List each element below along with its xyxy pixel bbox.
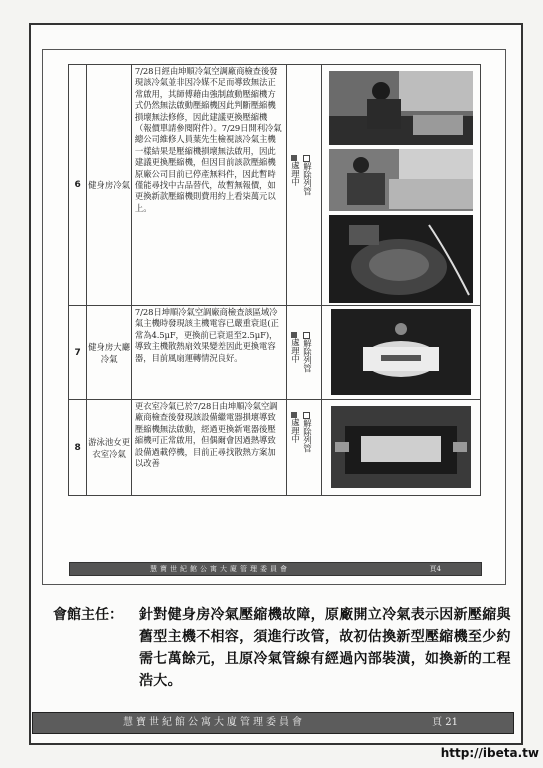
repair-log-table	[68, 64, 481, 496]
row-location: 健身房冷氣	[87, 65, 132, 306]
row-number: 6	[69, 65, 87, 306]
page-footer	[32, 712, 514, 734]
unchecked-box-icon	[303, 332, 310, 339]
status-processing: 處理中	[290, 418, 301, 444]
unchecked-box-icon	[303, 412, 310, 419]
repair-photo	[329, 71, 473, 145]
repair-photo	[329, 215, 473, 303]
row-number: 7	[69, 306, 87, 400]
footer-title: 慧寶世紀館公寓大廈管理委員會	[150, 565, 290, 573]
status-closed: 解除列管	[302, 419, 313, 453]
status-closed: 解除列管	[302, 339, 313, 373]
table-row	[69, 65, 481, 306]
row-photos	[321, 400, 480, 496]
repair-photo	[331, 309, 471, 395]
table-row	[69, 400, 481, 496]
row-description: 7/28日經由坤順冷氣空調廠商檢查後發現該冷氣並非因冷媒不足而導致無法正常啟用，其師傅藉由強制啟動壓縮機方式仍然無法啟動壓縮機因此判斷壓縮機損壞無法修修，因此建議更換壓縮機（報價單請參閱附件）。7/29日開利冷氣總公司維修人員葉先生檢視該冷氣主機一樣結果是壓縮機損壞無法啟用，因此建議更換壓縮機，但因目前該款壓縮機原廠公司目前已停產無料件，因此暫時僅能尋找中古品替代，故暫無報價，如更換新款壓縮機則費用約上看柒萬元以上。	[131, 65, 287, 306]
repair-photo	[331, 406, 471, 488]
unchecked-box-icon	[303, 155, 310, 162]
row-number: 8	[69, 400, 87, 496]
status-processing: 處理中	[290, 161, 301, 187]
page-footer-number: 頁 21	[432, 717, 458, 728]
status-closed: 解除列管	[302, 162, 313, 196]
watermark-url: http://ibeta.tw	[440, 746, 539, 760]
row-photos	[321, 306, 480, 400]
row-status	[287, 306, 321, 400]
row-photos	[321, 65, 480, 306]
page-footer-title: 慧寶世紀館公寓大廈管理委員會	[123, 717, 305, 728]
table-row	[69, 306, 481, 400]
comment-text: 針對健身房冷氣壓縮機故障，原廠開立冷氣表示因新壓縮與舊型主機不相容，須進行改管，故初估換新型壓縮機至少約需七萬餘元，且原冷氣管線有經過內部裝潢，如換新的工程浩大。	[139, 607, 511, 689]
row-location: 健身房大廳冷氣	[87, 306, 132, 400]
row-description: 更衣室冷氣已於7/28日由坤順冷氣空調廠商檢查後發現該設備繼電器損壞導致壓縮機無法啟動，經過更換新電器後壓縮機可正常啟用，但偶爾會因過熱導致設備過載停機，目前正尋找散熱方案加以改善	[131, 400, 287, 496]
comment-speaker: 會館主任：	[53, 607, 123, 623]
row-status	[287, 65, 321, 306]
row-location: 游泳池女更衣室冷氣	[87, 400, 132, 496]
repair-photo	[329, 149, 473, 211]
footer-page-number: 頁4	[429, 565, 441, 573]
report-footer	[69, 562, 482, 576]
status-processing: 處理中	[290, 338, 301, 364]
row-status	[287, 400, 321, 496]
row-description: 7/28日坤順冷氣空調廠商檢查該區域冷氣主機時發現該主機電容已嚴重衰退(正常為4.5μF，更換前已衰退至2.5μF)，導致主機散熱扇效果變差因此更換電容器，目前風扇運轉情況良好。	[131, 306, 287, 400]
